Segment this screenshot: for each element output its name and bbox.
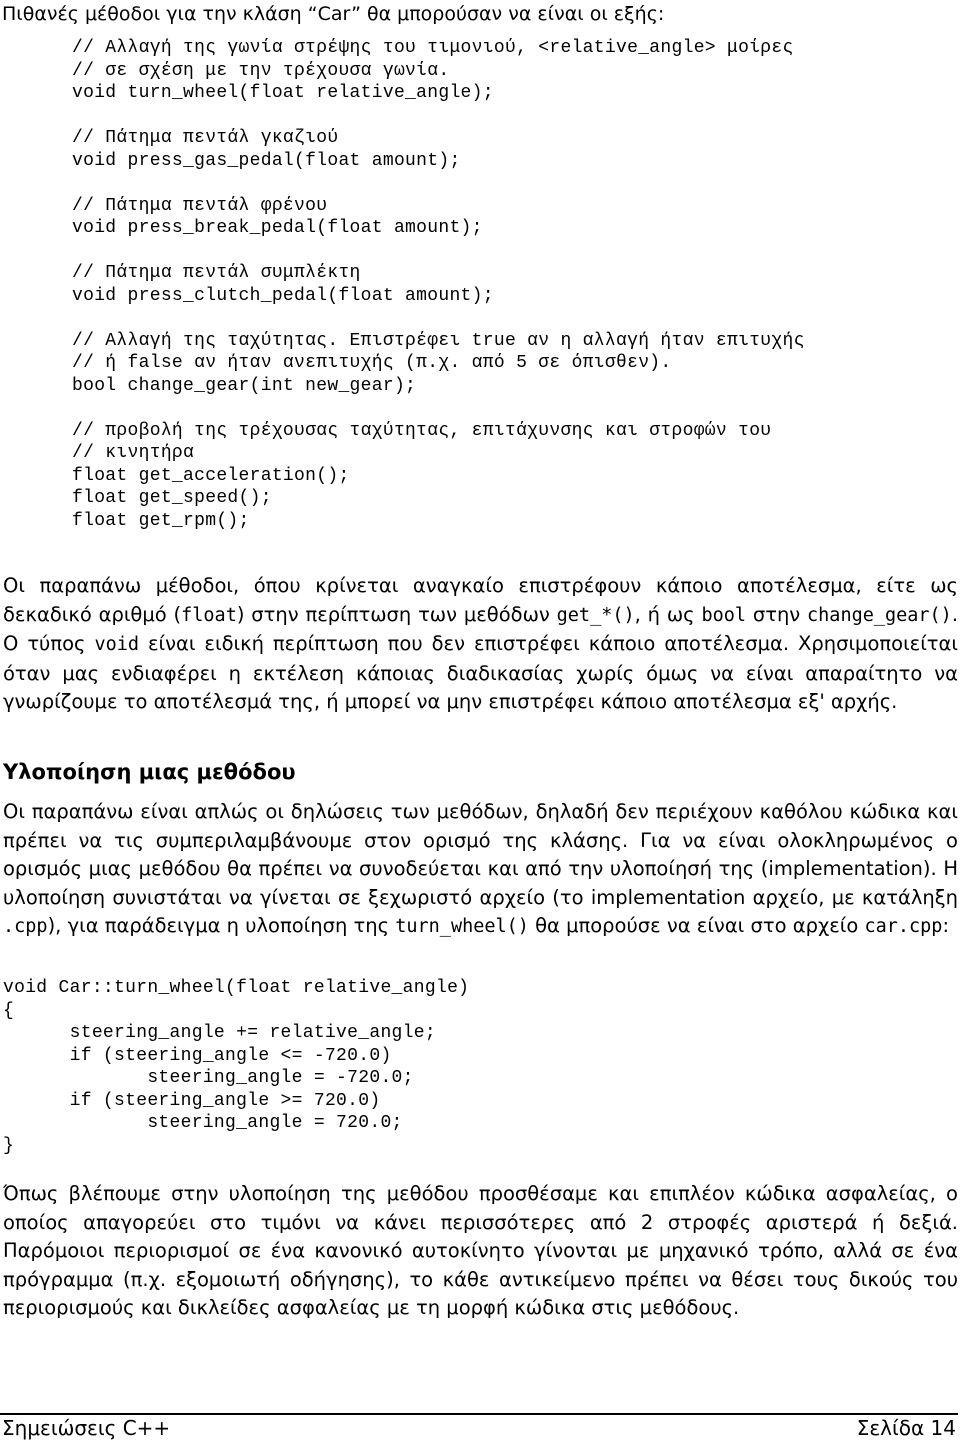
code-line bbox=[72, 172, 805, 195]
section-heading: Υλοποίηση μιας μεθόδου bbox=[3, 760, 296, 784]
code-line: // ή false αν ήταν ανεπιτυχής (π.χ. από 5 σε όπισθεν). bbox=[72, 353, 672, 373]
inline-code: get_*() bbox=[556, 604, 635, 626]
paragraph-text: . Ο τύπος bbox=[3, 602, 959, 655]
paragraph-text: θα μπορούσε να είναι στο αρχείο bbox=[528, 914, 865, 937]
code-line: // κινητήρα bbox=[72, 443, 195, 463]
paragraph-text: : bbox=[942, 914, 950, 937]
implementation-code-block bbox=[3, 977, 469, 1157]
inline-code: change_gear() bbox=[807, 604, 952, 626]
paragraph-text: Οι παραπάνω μέθοδοι, όπου κρίνεται αναγκαίο επιστρέφουν κάποιο αποτέλεσμα, είτε ως δεκαδικό αριθμό ( bbox=[3, 574, 958, 626]
code-line: void press_clutch_pedal(float amount); bbox=[72, 285, 494, 306]
inline-code: turn_wheel() bbox=[395, 916, 529, 937]
code-line: // Αλλαγή της γωνία στρέψης του τιμονιού, <relative_angle> μοίρες bbox=[72, 38, 794, 58]
code-line: void turn_wheel(float relative_angle); bbox=[72, 83, 494, 103]
paragraph-text: στην bbox=[746, 602, 808, 626]
paragraph-text: ) στην περίπτωση των μεθόδων bbox=[236, 602, 557, 626]
page-number: Σελίδα 14 bbox=[856, 1416, 956, 1440]
code-line bbox=[72, 397, 805, 420]
class-methods-code-block bbox=[72, 37, 805, 532]
code-line bbox=[72, 240, 805, 263]
code-line: // σε σχέση με την τρέχουσα γωνία. bbox=[72, 60, 450, 81]
code-line: steering_angle = -720.0; bbox=[3, 1068, 414, 1088]
code-line: float get_rpm(); bbox=[72, 510, 250, 531]
code-line: steering_angle = 720.0; bbox=[3, 1113, 403, 1133]
inline-code: float bbox=[181, 604, 237, 626]
inline-code: car.cpp bbox=[864, 916, 943, 937]
code-line: float get_acceleration(); bbox=[72, 465, 350, 486]
code-line: { bbox=[3, 1000, 15, 1021]
methods-explanation-paragraph bbox=[3, 572, 958, 717]
inline-code: .cpp bbox=[3, 916, 48, 937]
code-line: void Car::turn_wheel(float relative_angle) bbox=[3, 978, 470, 998]
code-line bbox=[72, 105, 805, 128]
implementation-paragraph bbox=[3, 798, 958, 942]
code-line: steering_angle += relative_angle; bbox=[3, 1023, 436, 1043]
paragraph-text: είναι ειδική περίπτωση που δεν επιστρέφει κάποιο αποτέλεσμα. Χρησιμοποιείται όταν μας ενδιαφέρει η εκτέλεση κάποιας διαδικασίας χωρίς όμως να είναι απαραίτητο να γνωρίζουμε το αποτέλεσμά της, ή μπορεί να μην επιστρέφει κάποιο αποτέλεσμα εξ' αρχής. bbox=[3, 632, 958, 713]
code-line: // Πάτημα πεντάλ γκαζιού bbox=[72, 128, 339, 148]
code-line: bool change_gear(int new_gear); bbox=[72, 375, 417, 396]
code-line bbox=[72, 307, 805, 330]
safety-paragraph: Όπως βλέπουμε στην υλοποίηση της μεθόδου προσθέσαμε και επιπλέον κώδικα ασφαλείας, ο οποίος απαγορεύει στο τιμόνι να κάνει περισσότερες από 2 στροφές αριστερά ή δεξιά. Παρόμοιοι περιορισμοί σε ένα κανονικό αυτοκίνητο γίνονται με μηχανικό τρόπο, αλλά σε ένα πρόγραμμα (π.χ. εξομοιωτή οδήγησης), το κάθε αντικείμενο πρέπει να θέσει τους δικούς του περιορισμούς και δικλείδες ασφαλείας με τη μορφή κώδικα στις μεθόδους. bbox=[3, 1182, 958, 1319]
code-line: if (steering_angle <= -720.0) bbox=[3, 1045, 392, 1066]
code-line: } bbox=[3, 1135, 15, 1156]
intro-text: Πιθανές μέθοδοι για την κλάση “Car” θα μπορούσαν να είναι οι εξής: bbox=[2, 3, 665, 25]
paragraph-text: Οι παραπάνω είναι απλώς οι δηλώσεις των μεθόδων, δηλαδή δεν περιέχουν καθόλου κώδικα και πρέπει να τις συμπεριλαμβάνουμε στον ορισμό της κλάσης. Για να είναι ολοκληρωμένος ο ορισμός μιας μεθόδου θα πρέπει να συνοδεύεται και από την υλοποίησή της (implementation). Η υλοποίηση συνιστάται να γίνεται σε ξεχωριστό αρχείο (το implementation αρχείο, με κατάληξη bbox=[3, 800, 958, 909]
code-line: float get_speed(); bbox=[72, 488, 272, 508]
inline-code: bool bbox=[701, 604, 747, 626]
footer-divider bbox=[0, 1413, 958, 1415]
paragraph-text: , ή ως bbox=[634, 602, 702, 626]
code-line: // Πάτημα πεντάλ συμπλέκτη bbox=[72, 263, 361, 283]
code-line: // προβολή της τρέχουσας ταχύτητας, επιτάχυνσης και στροφών του bbox=[72, 420, 772, 441]
code-line: void press_gas_pedal(float amount); bbox=[72, 150, 461, 171]
code-line: // Πάτημα πεντάλ φρένου bbox=[72, 195, 328, 216]
code-line: // Αλλαγή της ταχύτητας. Επιστρέφει true αν η αλλαγή ήταν επιτυχής bbox=[72, 330, 805, 351]
code-line: void press_break_pedal(float amount); bbox=[72, 218, 483, 238]
inline-code: void bbox=[94, 634, 139, 655]
paragraph-text: ), για παράδειγμα η υλοποίηση της bbox=[47, 914, 396, 937]
code-line: if (steering_angle >= 720.0) bbox=[3, 1090, 381, 1111]
footer-title: Σημειώσεις C++ bbox=[2, 1416, 171, 1440]
